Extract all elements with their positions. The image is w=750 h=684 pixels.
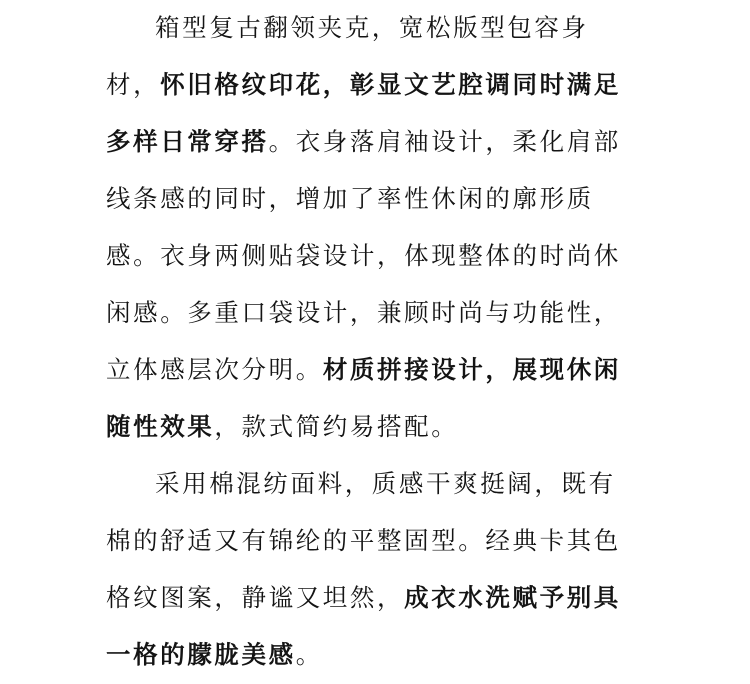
text-line	[106, 122, 621, 162]
text-run: 感。衣身两侧贴袋设计，体现整体的时尚休	[106, 241, 621, 270]
text-run: 。	[295, 640, 323, 669]
text-line	[106, 407, 458, 447]
text-run: 格纹图案，静谧又坦然，	[106, 583, 405, 612]
text-run: 。衣身落肩袖设计，柔化肩部	[268, 127, 621, 156]
bold-text-run: 多样日常穿搭	[106, 127, 269, 156]
text-run: ，款式简约易搭配。	[214, 412, 459, 441]
bold-text-run: 成衣水洗赋予别具	[404, 583, 621, 612]
text-line	[106, 521, 621, 561]
bold-text-run: 材质拼接设计，展现休闲	[322, 355, 621, 384]
text-run: 立体感层次分明。	[106, 355, 323, 384]
text-line	[155, 8, 589, 48]
bold-text-run: 随性效果	[106, 412, 215, 441]
text-run: 线条感的同时，增加了率性休闲的廓形质	[106, 184, 594, 213]
text-line	[106, 350, 621, 390]
text-line	[106, 179, 594, 219]
text-run: 采用棉混纺面料，质感干爽挺阔，既有	[155, 469, 616, 498]
text-line	[106, 65, 621, 105]
bold-text-run: 一格的朦胧美感	[106, 640, 296, 669]
text-line	[155, 464, 616, 504]
bold-text-run: 怀旧格纹印花，彰显文艺腔调同时满足	[160, 70, 621, 99]
text-run: 材，	[106, 70, 161, 99]
text-run: 闲感。多重口袋设计，兼顾时尚与功能性，	[106, 298, 621, 327]
text-line	[106, 236, 621, 276]
text-run: 箱型复古翻领夹克，宽松版型包容身	[155, 13, 589, 42]
text-line	[106, 578, 621, 618]
text-run: 棉的舒适又有锦纶的平整固型。经典卡其色	[106, 526, 621, 555]
text-line	[106, 635, 323, 675]
text-line	[106, 293, 621, 333]
